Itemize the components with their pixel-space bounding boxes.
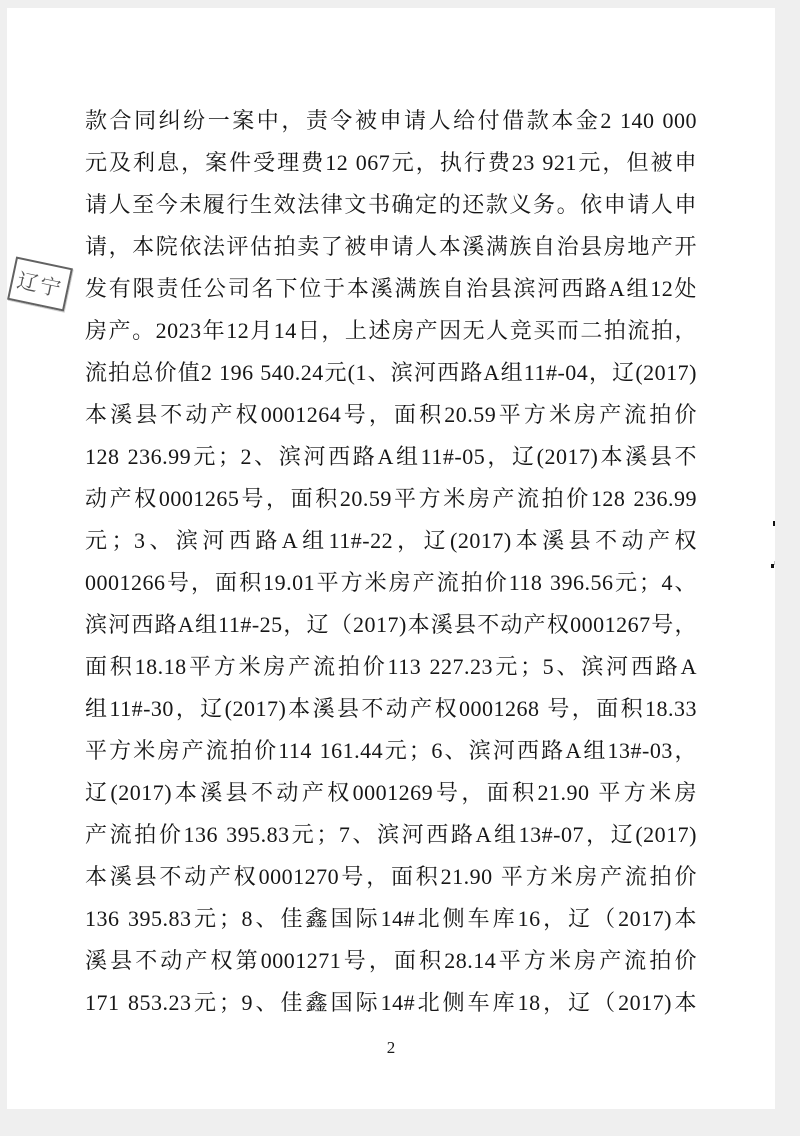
text-line: 组11#-30，辽(2017)本溪县不动产权0001268 号，面积18.33 [85,696,697,721]
text-line: 辽(2017)本溪县不动产权0001269号，面积21.90 平方米房 [85,780,697,805]
scan-speck [771,564,774,568]
text-line: 元及利息，案件受理费12 067元，执行费23 921元，但被申 [85,150,697,175]
stamp-text: 辽宁 [14,268,65,302]
text-line: 平方米房产流拍价114 161.44元；6、滨河西路A组13#-03， [85,738,697,763]
text-line: 本溪县不动产权0001264号，面积20.59平方米房产流拍价 [85,402,697,427]
text-line: 流拍总价值2 196 540.24元(1、滨河西路A组11#-04，辽(2017) [85,360,697,385]
text-line: 本溪县不动产权0001270号，面积21.90 平方米房产流拍价 [85,864,697,889]
text-line: 房产。2023年12月14日，上述房产因无人竞买而二拍流拍， [85,318,697,343]
page-number: 2 [386,1038,396,1057]
text-line: 款合同纠纷一案中，责令被申请人给付借款本金2 140 000 [85,108,697,133]
text-line: 171 853.23元；9、佳鑫国际14#北侧车库18，辽（2017)本 [85,990,697,1015]
text-line: 136 395.83元；8、佳鑫国际14#北侧车库16，辽（2017)本 [85,906,697,931]
text-line: 0001266号，面积19.01平方米房产流拍价118 396.56元；4、 [85,570,697,595]
text-line: 元；3、滨河西路A组11#-22，辽(2017)本溪县不动产权 [85,528,697,553]
text-line: 请，本院依法评估拍卖了被申请人本溪满族自治县房地产开 [85,234,697,259]
document-page [7,8,775,1109]
text-line: 动产权0001265号，面积20.59平方米房产流拍价128 236.99 [85,486,697,511]
scan-speck [773,521,775,526]
text-line: 溪县不动产权第0001271号，面积28.14平方米房产流拍价 [85,948,697,973]
text-line: 请人至今未履行生效法律文书确定的还款义务。依申请人申 [85,192,697,217]
text-line: 128 236.99元；2、滨河西路A组11#-05，辽(2017)本溪县不 [85,444,697,469]
liaoning-stamp [7,256,73,311]
text-line: 面积18.18平方米房产流拍价113 227.23元；5、滨河西路A [85,654,697,679]
body-text [85,100,697,1024]
text-line: 产流拍价136 395.83元；7、滨河西路A组13#-07，辽(2017) [85,822,697,847]
text-line: 滨河西路A组11#-25，辽（2017)本溪县不动产权0001267号， [85,612,697,637]
text-line: 发有限责任公司名下位于本溪满族自治县滨河西路A组12处 [85,276,697,301]
